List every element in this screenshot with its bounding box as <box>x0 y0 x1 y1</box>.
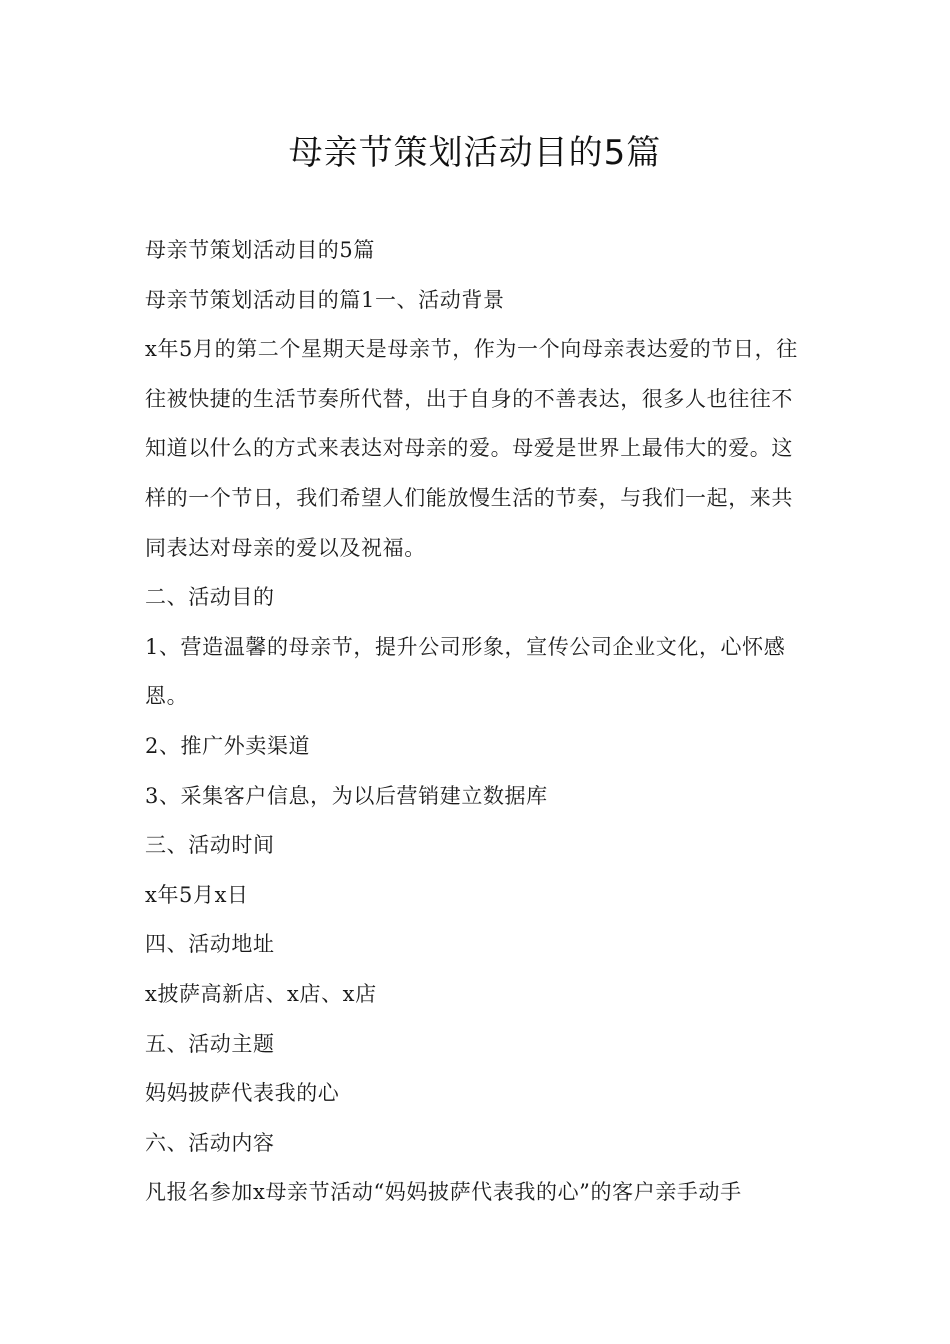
document-body <box>145 226 810 1218</box>
paragraph-purpose-item-3: 3、采集客户信息，为以后营销建立数据库 <box>145 783 548 808</box>
paragraph-content-heading: 六、活动内容 <box>145 1130 275 1155</box>
paragraph-purpose-item-1: 1、营造温馨的母亲节，提升公司形象，宣传公司企业文化，心怀感恩。 <box>145 634 786 709</box>
paragraph-content-text: 凡报名参加x母亲节活动“妈妈披萨代表我的心”的客户亲手动手 <box>145 1180 742 1205</box>
paragraph-section-background-heading: 母亲节策划活动目的篇1一、活动背景 <box>145 287 505 312</box>
paragraph-background-text: x年5月的第二个星期天是母亲节，作为一个向母亲表达爱的节日，往往被快捷的生活节奏所代替，出于自身的不善表达，很多人也往往不知道以什么的方式来表达对母亲的爱。母爱是世界上最伟大的爱。这样的一个节日，我们希望人们能放慢生活的节奏，与我们一起，来共同表达对母亲的爱以及祝福。 <box>145 337 798 560</box>
paragraph-time-text: x年5月x日 <box>145 882 249 907</box>
paragraph-location-heading: 四、活动地址 <box>145 932 275 957</box>
document-title: 母亲节策划活动目的5篇 <box>288 133 662 173</box>
paragraph-purpose-heading: 二、活动目的 <box>145 585 275 610</box>
paragraph-subtitle: 母亲节策划活动目的5篇 <box>145 238 375 262</box>
paragraph-location-text: x披萨高新店、x店、x店 <box>145 981 377 1006</box>
paragraph-purpose-item-2: 2、推广外卖渠道 <box>145 733 311 758</box>
paragraph-theme-text: 妈妈披萨代表我的心 <box>145 1081 340 1106</box>
paragraph-time-heading: 三、活动时间 <box>145 833 275 858</box>
paragraph-theme-heading: 五、活动主题 <box>145 1031 275 1056</box>
